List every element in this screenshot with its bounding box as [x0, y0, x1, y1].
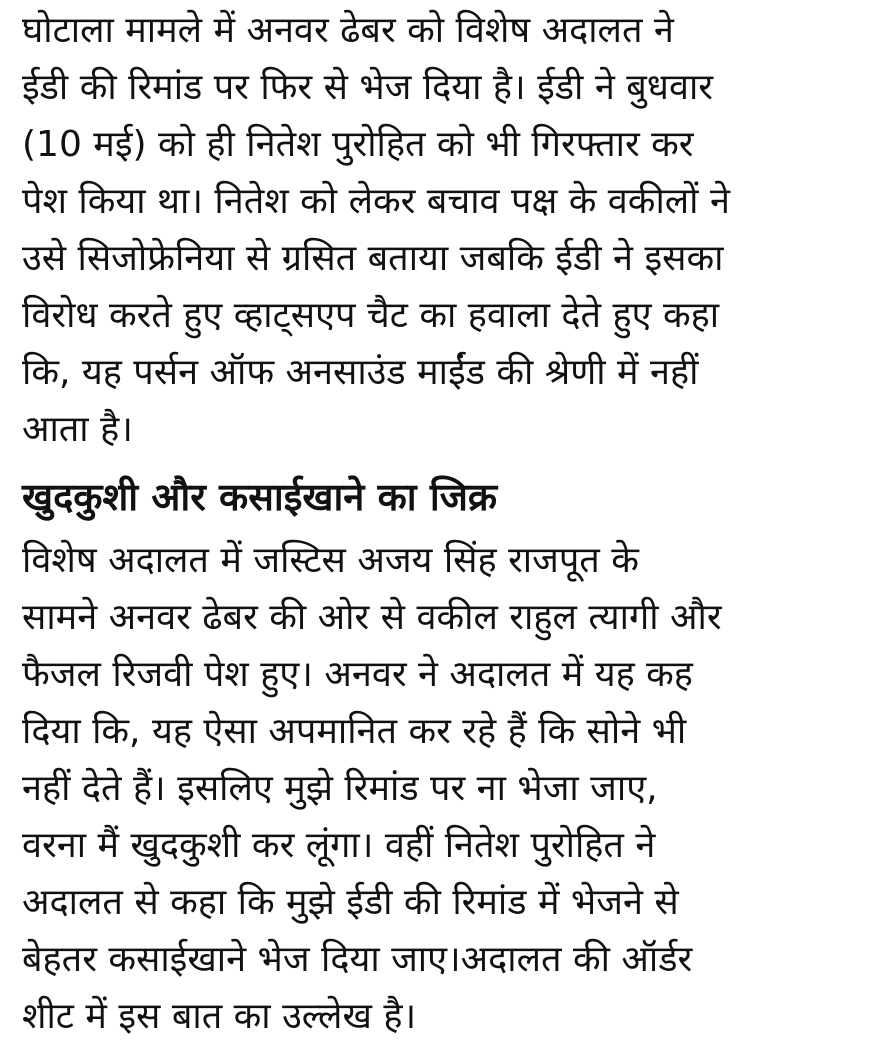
article-body	[22, 0, 880, 1045]
article-paragraph-2: विशेष अदालत में जस्टिस अजय सिंह राजपूत के सामने अनवर ढेबर की ओर से वकील राहुल त्यागी और फैजल रिजवी पेश हुए। अनवर ने अदालत में यह कह दिया कि, यह ऐसा अपमानित कर रहे हैं कि सोने भी नहीं देते हैं। इसलिए मुझे रिमांड पर ना भेजा जाए, वरना मैं खुदकुशी कर लूंगा। वहीं नितेश पुरोहित ने अदालत से कहा कि मुझे ईडी की रिमांड में भेजने से बेहतर कसाईखाने भेज दिया जाए।अदालत की ऑर्डर शीट में इस बात का उल्लेख है।	[22, 540, 722, 1037]
section-heading: खुदकुशी और कसाईखाने का जिक्र	[22, 475, 498, 519]
article-paragraph-1: घोटाला मामले में अनवर ढेबर को विशेष अदालत ने ईडी की रिमांड पर फिर से भेज दिया है। ईडी ने बुधवार (10 मई) को ही नितेश पुरोहित को भी गिरफ्तार कर पेश किया था। नितेश को लेकर बचाव पक्ष के वकीलों ने उसे सिजोफ्रेनिया से ग्रसित बताया जबकि ईडी ने इसका विरोध करते हुए व्हाट्सएप चैट का हवाला देते हुए कहा कि, यह पर्सन ऑफ अनसाउंड माईंड की श्रेणी में नहीं आता है।	[22, 10, 730, 450]
